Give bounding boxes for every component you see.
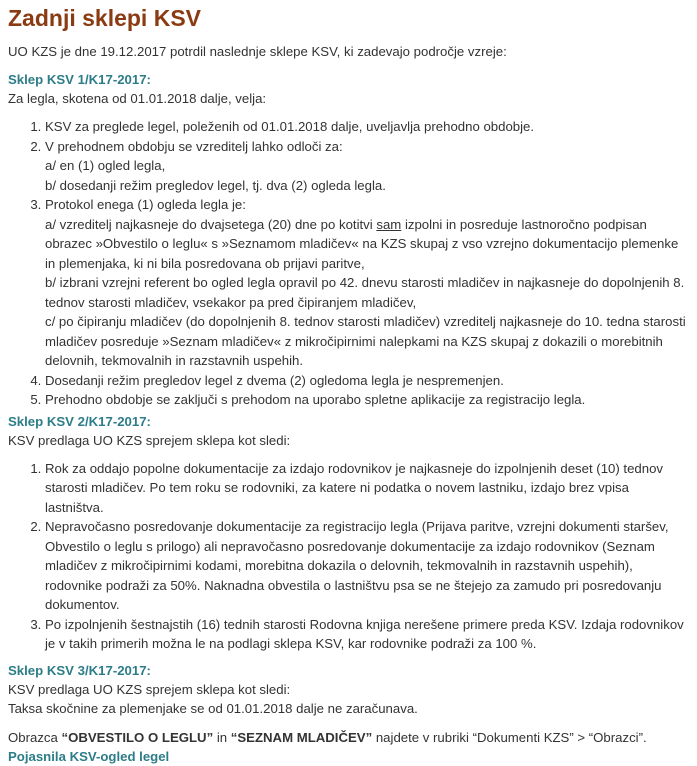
intro-text: UO KZS je dne 19.12.2017 potrdil naslednje sklepe KSV, ki zadevajo področje vzreje: xyxy=(8,44,507,59)
list-item xyxy=(45,459,689,518)
explanation-link[interactable]: Pojasnila KSV-ogled legel xyxy=(8,748,170,764)
sub-item: b/ dosedanji režim pregledov legel, tj. dva (2) ogleda legla. xyxy=(45,177,386,193)
sub-item: b/ izbrani vzrejni referent bo ogled legla opravil po 42. dnevu starosti mladičev in najkasneje do dopolnjenih 8. tednov starosti mladičev, vsekakor pa pred čipiranjem mladičev, xyxy=(45,275,685,310)
forms-note-text: in xyxy=(213,729,231,745)
list-item xyxy=(45,117,689,137)
section-3 xyxy=(8,661,689,718)
sub-item-text: a/ vzreditelj najkasneje do dvajsetega (20) dne po kotitvi xyxy=(45,216,377,232)
forms-note-text: Obrazca xyxy=(8,729,62,745)
section-2-subtitle: KSV predlaga UO KZS sprejem sklepa kot sledi: xyxy=(8,432,291,448)
list-item xyxy=(45,195,689,371)
list-item xyxy=(45,137,689,196)
sub-item xyxy=(45,215,689,274)
sub-item: c/ po čipiranju mladičev (do dopolnjenih 8. tednov starosti mladičev) vzreditelj najkasneje do 10. tedna starosti mladičev posreduje »Seznam mladičev« z mikročipirnimi nalepkami na KZS skupaj z dokazili o morebitnih delovnih, tekmovalnih in razstavnih uspehih. xyxy=(45,314,686,368)
section-2-list xyxy=(8,459,689,654)
section-3-subtitle: KSV predlaga UO KZS sprejem sklepa kot sledi: xyxy=(8,681,291,697)
section-2 xyxy=(8,412,689,654)
explanation-link-line xyxy=(8,747,689,766)
section-1 xyxy=(8,70,689,410)
sub-item: a/ en (1) ogled legla, xyxy=(45,158,166,173)
section-1-subtitle: Za legla, skotena od 01.01.2018 dalje, velja: xyxy=(8,91,267,106)
list-item-text: Po izpolnjenih šestnajstih (16) tednih starosti Rodovna knjiga nerešene primere preda KSV. Izdaja rodovnikov je v takih primerih možna le na podlagi sklepa KSV, kar rodovnike podraži za 100 %. xyxy=(45,616,684,651)
list-item xyxy=(45,371,689,391)
section-2-heading: Sklep KSV 2/K17-2017: xyxy=(8,413,151,429)
list-item xyxy=(45,517,689,615)
list-item-text: Prehodno obdobje se zaključi s prehodom na uporabo spletne aplikacije za registracijo legla. xyxy=(45,392,586,407)
form-name-obvestilo: “OBVESTILO O LEGLU” xyxy=(61,729,214,745)
list-item-text: V prehodnem obdobju se vzreditelj lahko odloči za: xyxy=(45,138,343,154)
forms-note-text: najdete v rubriki “Dokumenti KZS” > “Obrazci”. xyxy=(372,729,647,745)
list-item-text: Nepravočasno posredovanje dokumentacije za registracijo legla (Prijava paritve, vzrejni dokumenti staršev, Obvestilo o leglu s prilogo) ali nepravočasno posredovanje dokumentacije za izdajo rodovnikov (Seznam mladičev z mikročipirnimi kodami, morebitna dokazila o delovnih, tekmovalnih in razstavnih uspehih), rodovnike podraži za 50%. Naknadna obvestila o lastništvu psa se ne štejejo za zamudo pri posredovanju dokumentov. xyxy=(45,519,669,612)
list-item xyxy=(45,615,689,654)
list-item xyxy=(45,390,689,410)
page-title: Zadnji sklepi KSV xyxy=(8,5,201,31)
list-item-text: Protokol enega (1) ogleda legla je: xyxy=(45,197,246,212)
forms-note xyxy=(8,728,689,747)
section-3-line: Taksa skočnine za plemenjake se od 01.01.2018 dalje ne zaračunava. xyxy=(8,700,418,716)
list-item-text: Rok za oddajo popolne dokumentacije za izdajo rodovnikov je najkasneje do izpolnjenih deset (10) tednov starosti mladičev. Po tem roku se rodovniki, za katere ni podatka o novem lastniku, izdajo brez vpisa lastništva. xyxy=(45,460,664,515)
list-item-text: Dosedanji režim pregledov legel z dvema (2) ogledoma legla je nespremenjen. xyxy=(45,372,504,388)
section-1-heading: Sklep KSV 1/K17-2017: xyxy=(8,72,151,87)
sub-item-text: izpolni in posreduje lastnoročno podpisan obrazec »Obvestilo o leglu« s »Seznamom mladičev« na KZS skupaj z vso vzrejno dokumentacijo plemenke in plemenjaka, ki ni bila posredovana ob prijavi paritve, xyxy=(45,216,679,271)
list-item-text: KSV za preglede legel, poleženih od 01.01.2018 dalje, uveljavlja prehodno obdobje. xyxy=(45,119,535,134)
underlined-word: sam xyxy=(376,216,402,232)
section-3-heading: Sklep KSV 3/K17-2017: xyxy=(8,662,151,678)
section-1-list xyxy=(8,117,689,410)
form-name-seznam: “SEZNAM MLADIČEV” xyxy=(230,729,373,745)
